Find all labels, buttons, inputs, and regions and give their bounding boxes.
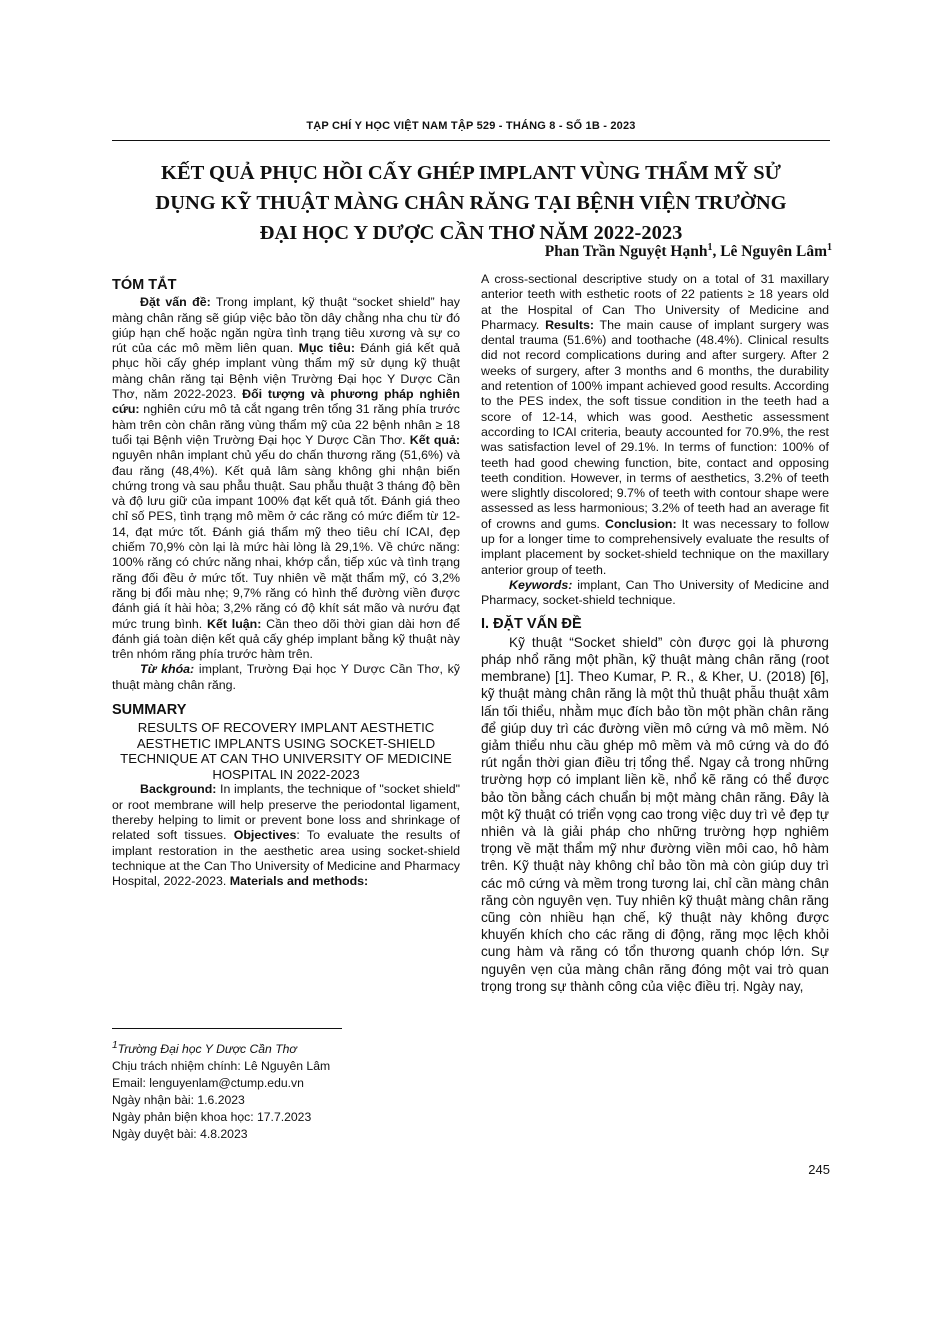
abs-vi-label-2: Mục tiêu:	[298, 341, 355, 356]
paper-title: KẾT QUẢ PHỤC HỒI CẤY GHÉP IMPLANT VÙNG THẨM MỸ SỬ DỤNG KỸ THUẬT MÀNG CHÂN RĂNG TẠI BỆNH VIỆN TRƯỜNG ĐẠI HỌC Y DƯỢC CẦN THƠ NĂM 2022-2023	[155, 162, 787, 244]
footnote-reviewed: Ngày phản biện khoa học: 17.7.2023	[112, 1110, 312, 1125]
section-1-body: Kỹ thuật “Socket shield” còn được gọi là phương pháp nhổ răng một phần, kỹ thuật màng chân răng (root membrane) [1]. Theo Kumar, P. R., & Kher, U. (2018) [6], kỹ thuật màng chân răng là một thủ thuật phẫu thuật xâm lấn tối thiểu, nhằm mục đích bảo tồn một phần chân răng để giúp duy trì các đường viền mô cứng và mô mềm. Nó giảm thiểu nhu cầu ghép mô mềm và mô cứng và do đó rút ngắn thời gian điều trị tổng thể. Ngay cả trong những trường hợp có implant liền kề, nhổ kẽ răng có thể được bảo tồn bằng cách chuẩn bị một màng chân răng. Đây là một kỹ thuật có triển vọng cao trong việc duy trì vẻ đẹp tự nhiên và là giải pháp cho những trường hợp nghiêm trọng về mặt thẩm mỹ như đường viền môi cao, hô hàm trên. Kỹ thuật này không chỉ bảo tồn mà còn giúp duy trì các mô cứng và mềm trong tương lai, chỉ cần màng chân răng còn nguyên vẹn. Tuy nhiên kỹ thuật màng chân răng cũng còn nhiều hạn chế, kỹ thuật này không được khuyến khích cho các răng di động, răng mọc lệch khỏi cung hàm và răng có tổn thương quanh chóp lớn. Sự nguyên vẹn của màng chân răng đóng một vai trò quan trọng trong sự thành công của việc điều trị. Ngày nay,	[481, 634, 829, 994]
footnote-affil-sup: 1	[112, 1040, 118, 1051]
keywords-en-text: implant, Can Tho University of Medicine and Pharmacy, socket-shield technique.	[481, 577, 829, 608]
footnote-corresponding: Chịu trách nhiệm chính: Lê Nguyên Lâm	[112, 1059, 331, 1074]
footnote-email: Email: lenguyenlam@ctump.edu.vn	[112, 1076, 304, 1091]
abs-vi-label-1: Đặt vấn đề:	[140, 295, 211, 310]
page-number: 245	[808, 1162, 830, 1177]
abs-en-text-5: It was necessary to follow up for a longer time to comprehensively evaluate the results of implant placement by socket-shield technique on the maxillary anterior group of teeth.	[481, 516, 829, 577]
footnote-rule	[112, 1028, 342, 1029]
author-separator: ,	[712, 243, 721, 261]
footnote-affiliation	[112, 1037, 460, 1058]
section-1-heading: I. ĐẶT VẤN ĐỀ	[481, 615, 582, 632]
summary-title: RESULTS OF RECOVERY IMPLANT AESTHETIC AESTHETIC IMPLANTS USING SOCKET-SHIELD TECHNIQUE AT CAN THO UNIVERSITY OF MEDICINE HOSPITAL IN 2022-2023	[120, 720, 452, 782]
abs-en-text-4: The main cause of implant surgery was dental trauma (51.6%) and toothache (48.4%). Clinical results did not record complications during and after surgery. After 2 weeks of surgery, after 3 months and 6 months, the durability and retention of 100% impant achieved good results. According to the PES index, the soft tissue condition in the teeth had a score of 12-14, which was good. Aesthetic assessment according to ICAI criteria, beauty accounted for 70.9%, the rest was satisfaction level of 29.1%. In terms of function: 100% of teeth had good chewing function, bite, contact and opposing teeth condition. However, in terms of aesthetics, 3.2% of teeth were slightly discolored; 9.7% of teeth with contour shape were assessed as less harmonious; 3.2% of teeth had an average fit of crowns and gums.	[481, 317, 829, 531]
abstract-vi-body	[112, 295, 460, 662]
left-column	[112, 272, 460, 889]
abs-vi-label-5: Kết luận:	[207, 616, 262, 631]
author-1: Phan Trần Nguyệt Hạnh	[544, 243, 708, 261]
journal-header: TẠP CHÍ Y HỌC VIỆT NAM TẬP 529 - THÁNG 8 - SỐ 1B - 2023	[306, 120, 636, 132]
abs-en-label-1: Background:	[140, 782, 217, 797]
abs-vi-label-3: Đối tượng và phương pháp nghiên cứu:	[112, 387, 460, 417]
abs-vi-text-1: Trong implant, kỹ thuật “socket shield” hay màng chân răng sẽ giúp việc bảo tồn dây chằng nha chu từ đó giúp hạn chế hoặc ngăn ngừa tình trạng tiêu xương và sự co rút của các mô mềm liên quan.	[112, 295, 460, 356]
keywords-en-label: Keywords:	[509, 577, 573, 592]
abs-vi-text-4: nguyên nhân implant chủ yếu do chấn thương răng (51,6%) và đau răng (48,4%). Kết quả lâm sàng không ghi nhận biến chứng trong và sau phẫu thuật. Sau phẫu thuật 3 tháng độ bền và độ lưu giữ của impant 100% đạt kết quả tốt. Đánh giá theo chỉ số PES, tình trạng mô mềm ở các răng có mức điểm từ 12-14, đạt mức tốt. Đánh giá thẩm mỹ theo tiêu chí ICAI, đẹp chiếm 70,9% còn lại là mức hài lòng là 29,1%. Về chức năng: 100% răng có chức năng nhai, khớp cắn, tiếp xúc và tình trạng răng đối đều ở mức tốt. Tuy nhiên về mặt thẩm mỹ, có 3,2% răng bị đổi màu nhẹ; 9,7% răng có hình thể đường viền được đánh giá ít hài hòa; 3,2% răng có độ khít sát mão và nướu đạt mức trung bình.	[112, 448, 460, 631]
abs-en-text-2: : To evaluate the results of implant restoration in the aesthetic area using socket-shield technique at the Can Tho University of Medicine and Pharmacy Hospital, 2022-2023.	[112, 828, 460, 889]
summary-heading: SUMMARY	[112, 702, 187, 719]
footnotes	[112, 1037, 460, 1143]
footnote-affil-text: Trường Đại học Y Dược Cần Thơ	[117, 1042, 297, 1057]
author-1-affil: 1	[707, 242, 713, 253]
abs-en-label-2: Objectives	[233, 828, 297, 843]
abs-en-text-3: A cross-sectional descriptive study on a total of 31 maxillary anterior teeth with esthetic roots of 22 patients ≥ 18 years old at the Hospital of Can Tho University of Medicine and Pharmacy.	[481, 272, 829, 332]
abstract-vi-heading: TÓM TẮT	[112, 277, 177, 293]
keywords-vi-label: Từ khóa:	[140, 662, 195, 677]
author-2-affil: 1	[827, 242, 832, 253]
header-rule	[112, 140, 830, 141]
abs-vi-text-3: nghiên cứu mô tả cắt ngang trên tổng 31 răng phía trước hàm trên còn chân răng vùng thẩm mỹ của 22 bệnh nhân ≥ 18 tuổi tại Bệnh viện Trường Đại học Y Dược Cần Thơ.	[112, 402, 460, 447]
abs-en-label-5: Conclusion:	[605, 516, 677, 531]
abs-vi-text-2: Đánh giá kết quả phục hồi cấy ghép implant vùng thẩm mỹ sử dụng kỹ thuật màng chân răng tại Bệnh viện Trường Đại học Y Dược Cần Thơ, năm 2022-2023.	[112, 341, 460, 402]
abstract-en-body-part2	[481, 272, 829, 578]
keywords-vi	[112, 662, 460, 693]
footnote-accepted: Ngày duyệt bài: 4.8.2023	[112, 1127, 248, 1142]
abs-en-label-3: Materials and methods:	[229, 874, 369, 889]
abs-vi-text-5: Cần theo dõi thời gian dài hơn để đánh giá toàn diện kết quả cấy ghép implant bằng kỹ thuật này trên nhóm răng phía trước hàm trên.	[112, 616, 460, 662]
abs-vi-label-4: Kết quả:	[409, 432, 460, 447]
abs-en-label-4: Results:	[545, 317, 594, 332]
keywords-vi-text: implant, Trường Đại học Y Dược Cần Thơ, kỹ thuật màng chân răng.	[112, 662, 460, 692]
abstract-en-body-part1	[112, 782, 460, 889]
author-line	[545, 242, 832, 261]
footnote-received: Ngày nhận bài: 1.6.2023	[112, 1093, 245, 1108]
author-2: Lê Nguyên Lâm	[720, 243, 827, 261]
right-column	[481, 272, 829, 995]
keywords-en	[481, 578, 829, 609]
abs-en-text-1: In implants, the technique of "socket shield" or root membrane will help preserve the periodontal ligament, thereby helping to limit or prevent bone loss and shrinkage of related soft tissues.	[112, 782, 460, 843]
